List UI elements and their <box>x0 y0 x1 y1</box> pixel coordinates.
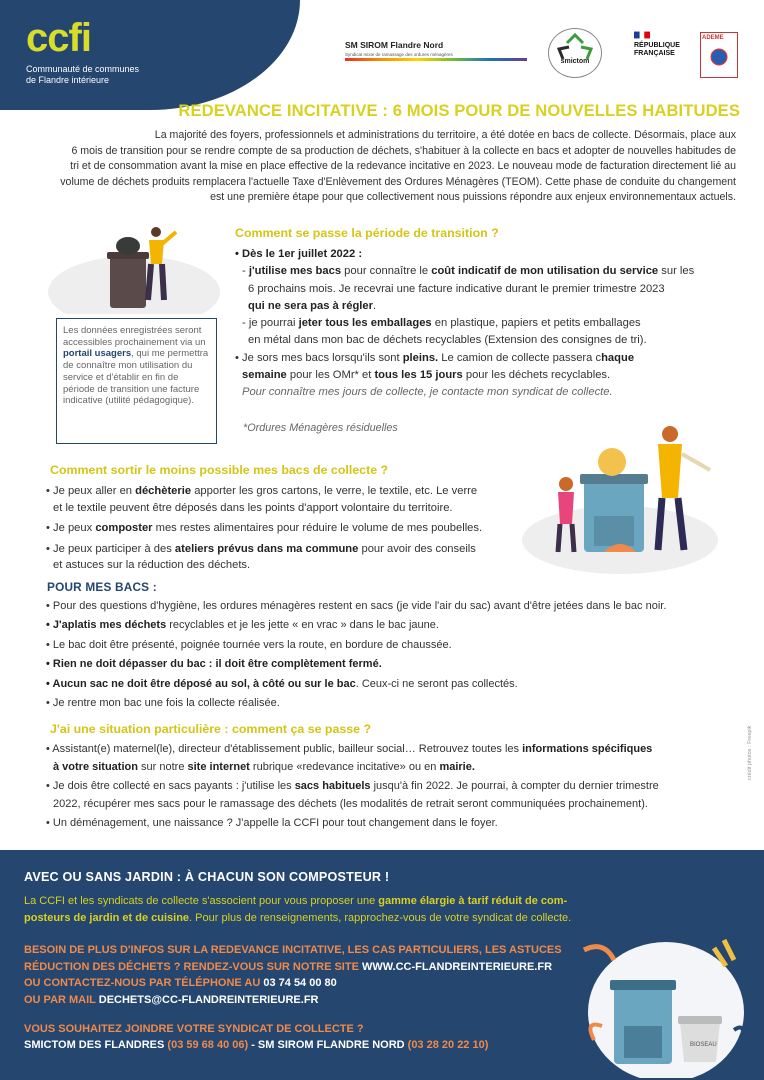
text-bold: coût indicatif de mon utilisation du service <box>431 265 659 278</box>
portail-usagers-link[interactable]: portail usagers <box>63 348 132 360</box>
text-bold: • Aucun sac ne doit être déposé au sol, à côté ou sur le bac <box>46 677 356 690</box>
text-bold: tous les 15 jours <box>374 369 463 382</box>
recycle-icon <box>549 29 601 77</box>
text-span: . <box>373 299 377 312</box>
text-bold: composter <box>95 522 153 534</box>
text-line: VOUS SOUHAITEZ JOINDRE VOTRE SYNDICAT DE COLLECTE ? <box>24 1023 364 1035</box>
intro-paragraph <box>20 128 736 206</box>
sortir-heading: Comment sortir le moins possible mes bacs de collecte ? <box>50 463 389 477</box>
republique-francaise-logo[interactable] <box>634 42 680 58</box>
text-span: rubrique «redevance incitative» ou en <box>249 760 440 773</box>
footer-syndicat <box>24 1022 584 1053</box>
phone-link[interactable]: 03 74 54 00 80 <box>263 977 337 989</box>
text-span: • Je peux aller en <box>46 485 136 497</box>
text-span: - SM SIROM FLANDRE NORD <box>248 1038 408 1051</box>
text-bold: sacs habituels <box>294 780 371 793</box>
text-span: recyclables et je les jette « en vrac » dans le bac jaune. <box>166 619 439 632</box>
text-bold: ateliers prévus dans ma commune <box>174 542 359 555</box>
footer-heading: AVEC OU SANS JARDIN : À CHACUN SON COMPOSTEUR ! <box>24 870 390 884</box>
intro-line: La majorité des foyers, professionnels et administrations du territoire, a été dotée en bacs de collecte. Désormais, place aux <box>154 129 736 141</box>
text-span: mes restes alimentaires pour réduire le volume de mes poubelles. <box>152 522 483 534</box>
text-line: 6 prochains mois. Je recevrai une facture indicative durant le premier trimestre 2023 <box>248 282 665 295</box>
ccfi-subtitle <box>26 64 166 86</box>
text-bold: jeter tous les emballages <box>298 317 432 330</box>
text-bold: posteurs de jardin et de cuisine <box>24 912 190 924</box>
text-span: • Je sors mes bacs lorsqu'ils sont <box>235 351 403 364</box>
text-span: pour les déchets recyclables. <box>462 369 611 382</box>
intro-line: volume de déchets produits remplacera l'actuelle Taxe d'Enlèvement des Ordures Ménagères (TEOM). Cette phase de conduite du changement <box>60 175 736 188</box>
intro-line: est une première étape pour que collectivement nous puissions répondre aux enjeux environnementaux actuels. <box>210 191 736 204</box>
text-span: pour avoir des conseils <box>358 542 476 555</box>
text-span: . Pour plus de renseignements, rapprochez-vous de votre syndicat de collecte. <box>189 912 572 924</box>
bucket-label: BIOSEAU <box>690 1042 717 1048</box>
ccfi-subtitle-line: Communauté de communes <box>26 64 140 74</box>
text-span: . Ceux-ci ne seront pas collectés. <box>355 677 518 690</box>
transition-date: • Dès le 1er juillet 2022 : <box>235 248 363 260</box>
text-span: • Je dois être collecté en sacs payants : j'utilise les <box>46 780 295 793</box>
site-internet-link[interactable]: site internet <box>187 760 250 773</box>
sirom-phone[interactable]: (03 28 20 22 10) <box>407 1038 489 1051</box>
text-line: en métal dans mon bac de déchets recyclables (Extension des consignes de tri). <box>248 334 647 347</box>
text-bold: déchèterie <box>135 485 192 497</box>
text-bold: informations spécifiques <box>522 743 653 755</box>
transition-body <box>235 246 735 402</box>
intro-line: 6 mois de transition pour se rendre compte de sa production de déchets, s'habituer à la collecte en bacs et adopter de nouvelles habitudes de <box>71 144 736 157</box>
rf-line: FRANÇAISE <box>634 50 675 57</box>
bacs-rules <box>46 597 736 713</box>
sirom-subtitle: Syndicat mixte de ramassage des ordures ménagères <box>345 52 453 57</box>
text-bold: semaine <box>242 369 287 382</box>
text-span: Le camion de collecte passera c <box>438 351 602 364</box>
text-span: La CCFI et les syndicats de collecte s'associent pour vous proposer une <box>24 895 379 907</box>
text-bold: qui ne sera pas à régler <box>248 299 373 312</box>
text-line: BESOIN DE PLUS D'INFOS SUR LA REDEVANCE INCITATIVE, LES CAS PARTICULIERS, LES ASTUCES <box>24 944 562 956</box>
text-span: OU PAR MAIL <box>24 993 99 1006</box>
portail-info-box <box>56 318 217 444</box>
text-bold: haque <box>601 351 635 364</box>
footer-contact <box>24 942 584 1008</box>
text-span: pour les OMr* et <box>286 369 375 382</box>
situation-body <box>46 741 736 833</box>
text-span: • Je peux <box>46 522 96 534</box>
rule-item: • Le bac doit être présenté, poignée tournée vers la route, en bordure de chaussée. <box>46 638 452 651</box>
text-line: 2022, récupérer mes sacs pour le ramassage des déchets (les modalités de retrait seront communiquées prochainement). <box>53 797 648 810</box>
text-span: en plastique, papiers et petits emballages <box>431 317 641 330</box>
ademe-label: ADEME <box>702 35 724 41</box>
text-bold: à votre situation <box>53 760 138 773</box>
page-title: REDEVANCE INCITATIVE : 6 MOIS POUR DE NOUVELLES HABITUDES <box>178 101 740 120</box>
text-span: - je pourrai <box>242 317 299 330</box>
marianne-flag-icon <box>634 31 650 39</box>
text-span: • Je peux participer à des <box>46 542 175 555</box>
text-span: SMICTOM DES FLANDRES <box>24 1038 168 1051</box>
smictom-logo[interactable] <box>548 28 602 78</box>
text-span: jusqu'à fin 2022. Je pourrai, à compter du dernier trimestre <box>370 780 659 793</box>
text-bold: mairie. <box>439 760 475 773</box>
sirom-logo[interactable]: SM SIROM Flandre Nord <box>345 40 444 50</box>
text-bold: j'utilise mes bacs <box>248 265 342 278</box>
text-bold: • Rien ne doit dépasser du bac : il doit être complètement fermé. <box>46 658 382 671</box>
bacs-heading: POUR MES BACS : <box>47 580 157 594</box>
text-span: , qui me permettra de connaître mon utilisation du service et d'établir en fin de période de transition une facture indicative (utilité pédagogique). <box>63 348 209 407</box>
sirom-rainbow-line <box>345 58 527 61</box>
text-bold: gamme élargie à tarif réduit de com- <box>378 895 568 907</box>
text-bold: pleins. <box>402 351 439 364</box>
email-link[interactable]: DECHETS@CC-FLANDREINTERIEURE.FR <box>98 993 319 1006</box>
sortir-body <box>46 483 526 574</box>
intro-line: tri et de consommation avant la mise en place effective de la redevance incitative en 2023. Le nouveau mode de facturation directement lié au <box>70 160 736 173</box>
footnote: *Ordures Ménagères résiduelles <box>243 422 398 434</box>
text-line: Pour connaître mes jours de collecte, je contacte mon syndicat de collecte. <box>242 386 613 399</box>
text-line: et astuces sur la réduction des déchets. <box>53 559 251 571</box>
text-span: pour connaître le <box>341 265 432 278</box>
situation-heading: J'ai une situation particulière : comment ça se passe ? <box>50 722 372 736</box>
website-link[interactable]: WWW.CC-FLANDREINTERIEURE.FR <box>361 960 553 973</box>
smictom-phone[interactable]: (03 59 68 40 06) <box>167 1038 249 1051</box>
rule-item <box>46 616 736 635</box>
transition-heading: Comment se passe la période de transition ? <box>235 226 499 240</box>
composter-bucket-illustration <box>574 930 754 1078</box>
footer-composteur-text <box>24 893 614 927</box>
text-span: - <box>242 265 249 278</box>
ccfi-subtitle-line: de Flandre intérieure <box>26 75 110 85</box>
compost-illustration <box>520 420 720 574</box>
rf-line: RÉPUBLIQUE <box>634 42 680 49</box>
woman-bin-illustration <box>44 214 222 314</box>
text-span: • Assistant(e) maternel(le), directeur d'établissement public, bailleur social… Retrouvez toutes les <box>46 743 523 755</box>
rule-item: • Je rentre mon bac une fois la collecte réalisée. <box>46 697 280 710</box>
text-span: sur les <box>658 265 695 278</box>
rule-item <box>46 675 736 694</box>
text-line: et le textile peuvent être déposés dans les points d'apport volontaire du territoire. <box>53 501 453 514</box>
text-span: Les données enregistrées seront accessibles prochainement via un <box>63 325 206 348</box>
smictom-label: smictom <box>560 58 590 65</box>
text-span: apporter les gros cartons, le verre, le textile, etc. Le verre <box>191 485 478 497</box>
rule-item: • Pour des questions d'hygiène, les ordures ménagères restent en sacs (je vide l'air du sac) avant d'être jetées dans le bac noir. <box>46 600 667 612</box>
ccfi-logo[interactable]: ccfi <box>26 16 91 60</box>
rule-item <box>46 655 736 674</box>
text-span: RÉDUCTION DES DÉCHETS ? RENDEZ-VOUS SUR NOTRE SITE <box>24 960 362 973</box>
text-span: sur notre <box>137 760 188 773</box>
text-bold: • J'aplatis mes déchets <box>46 619 167 632</box>
text-line: • Un déménagement, une naissance ? J'appelle la CCFI pour tout changement dans le foyer. <box>46 817 498 830</box>
photo-credit: crédit photos : Freepik <box>747 725 753 780</box>
text-span: OU CONTACTEZ-NOUS PAR TÉLÉPHONE AU <box>24 977 264 989</box>
